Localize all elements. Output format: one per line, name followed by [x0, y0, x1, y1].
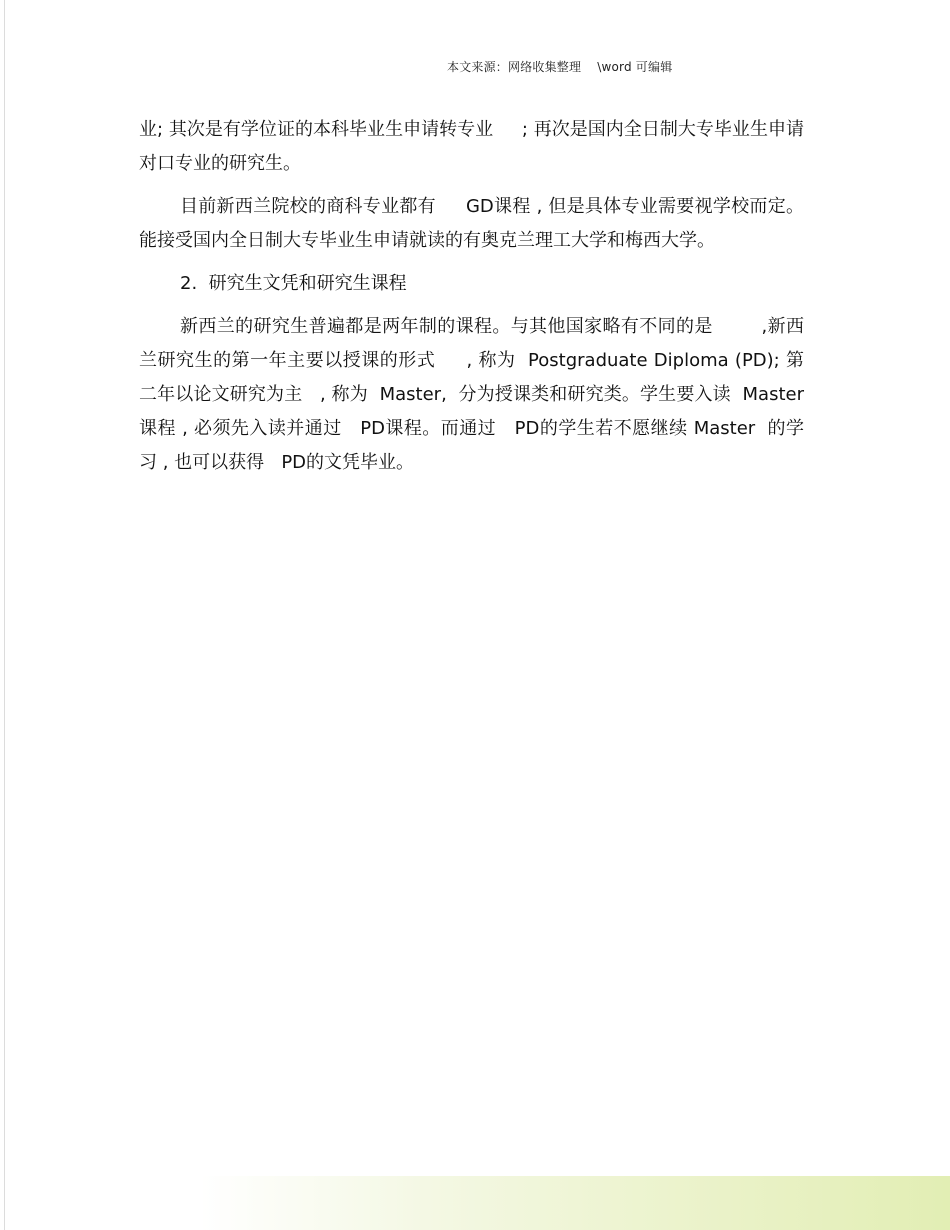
page-edge-rule: [4, 0, 5, 1230]
paragraph-continuation: 业; 其次是有学位证的本科毕业生申请转专业 ; 再次是国内全日制大专毕业生申请对口专业的研究生。: [139, 119, 804, 174]
paragraph-graduate-programs: 新西兰的研究生普遍都是两年制的课程。与其他国家略有不同的是 ,新西兰研究生的第一年主要以授课的形式 , 称为 Postgraduate Diploma (PD); 第二年以论文研究为主 , 称为 Master, 分为授课类和研究类。学生要入读 Master 课程 , 必须先入读并通过 PD课程。而通过 PD的学生若不愿继续 Master 的学习 , 也可以获得 PD的文凭毕业。: [139, 316, 816, 473]
section-heading-graduate-diploma: 2. 研究生文凭和研究生课程: [180, 273, 407, 294]
page-header-source: 本文来源：网络收集整理 \word 可编辑: [447, 60, 673, 74]
document-body: [139, 113, 816, 489]
paragraph-business-gd: 目前新西兰院校的商科专业都有 GD课程 , 但是具体专业需要视学校而定。能接受国内全日制大专毕业生申请就读的有奥克兰理工大学和梅西大学。: [139, 196, 804, 251]
footer-decoration-band: [200, 1176, 950, 1230]
